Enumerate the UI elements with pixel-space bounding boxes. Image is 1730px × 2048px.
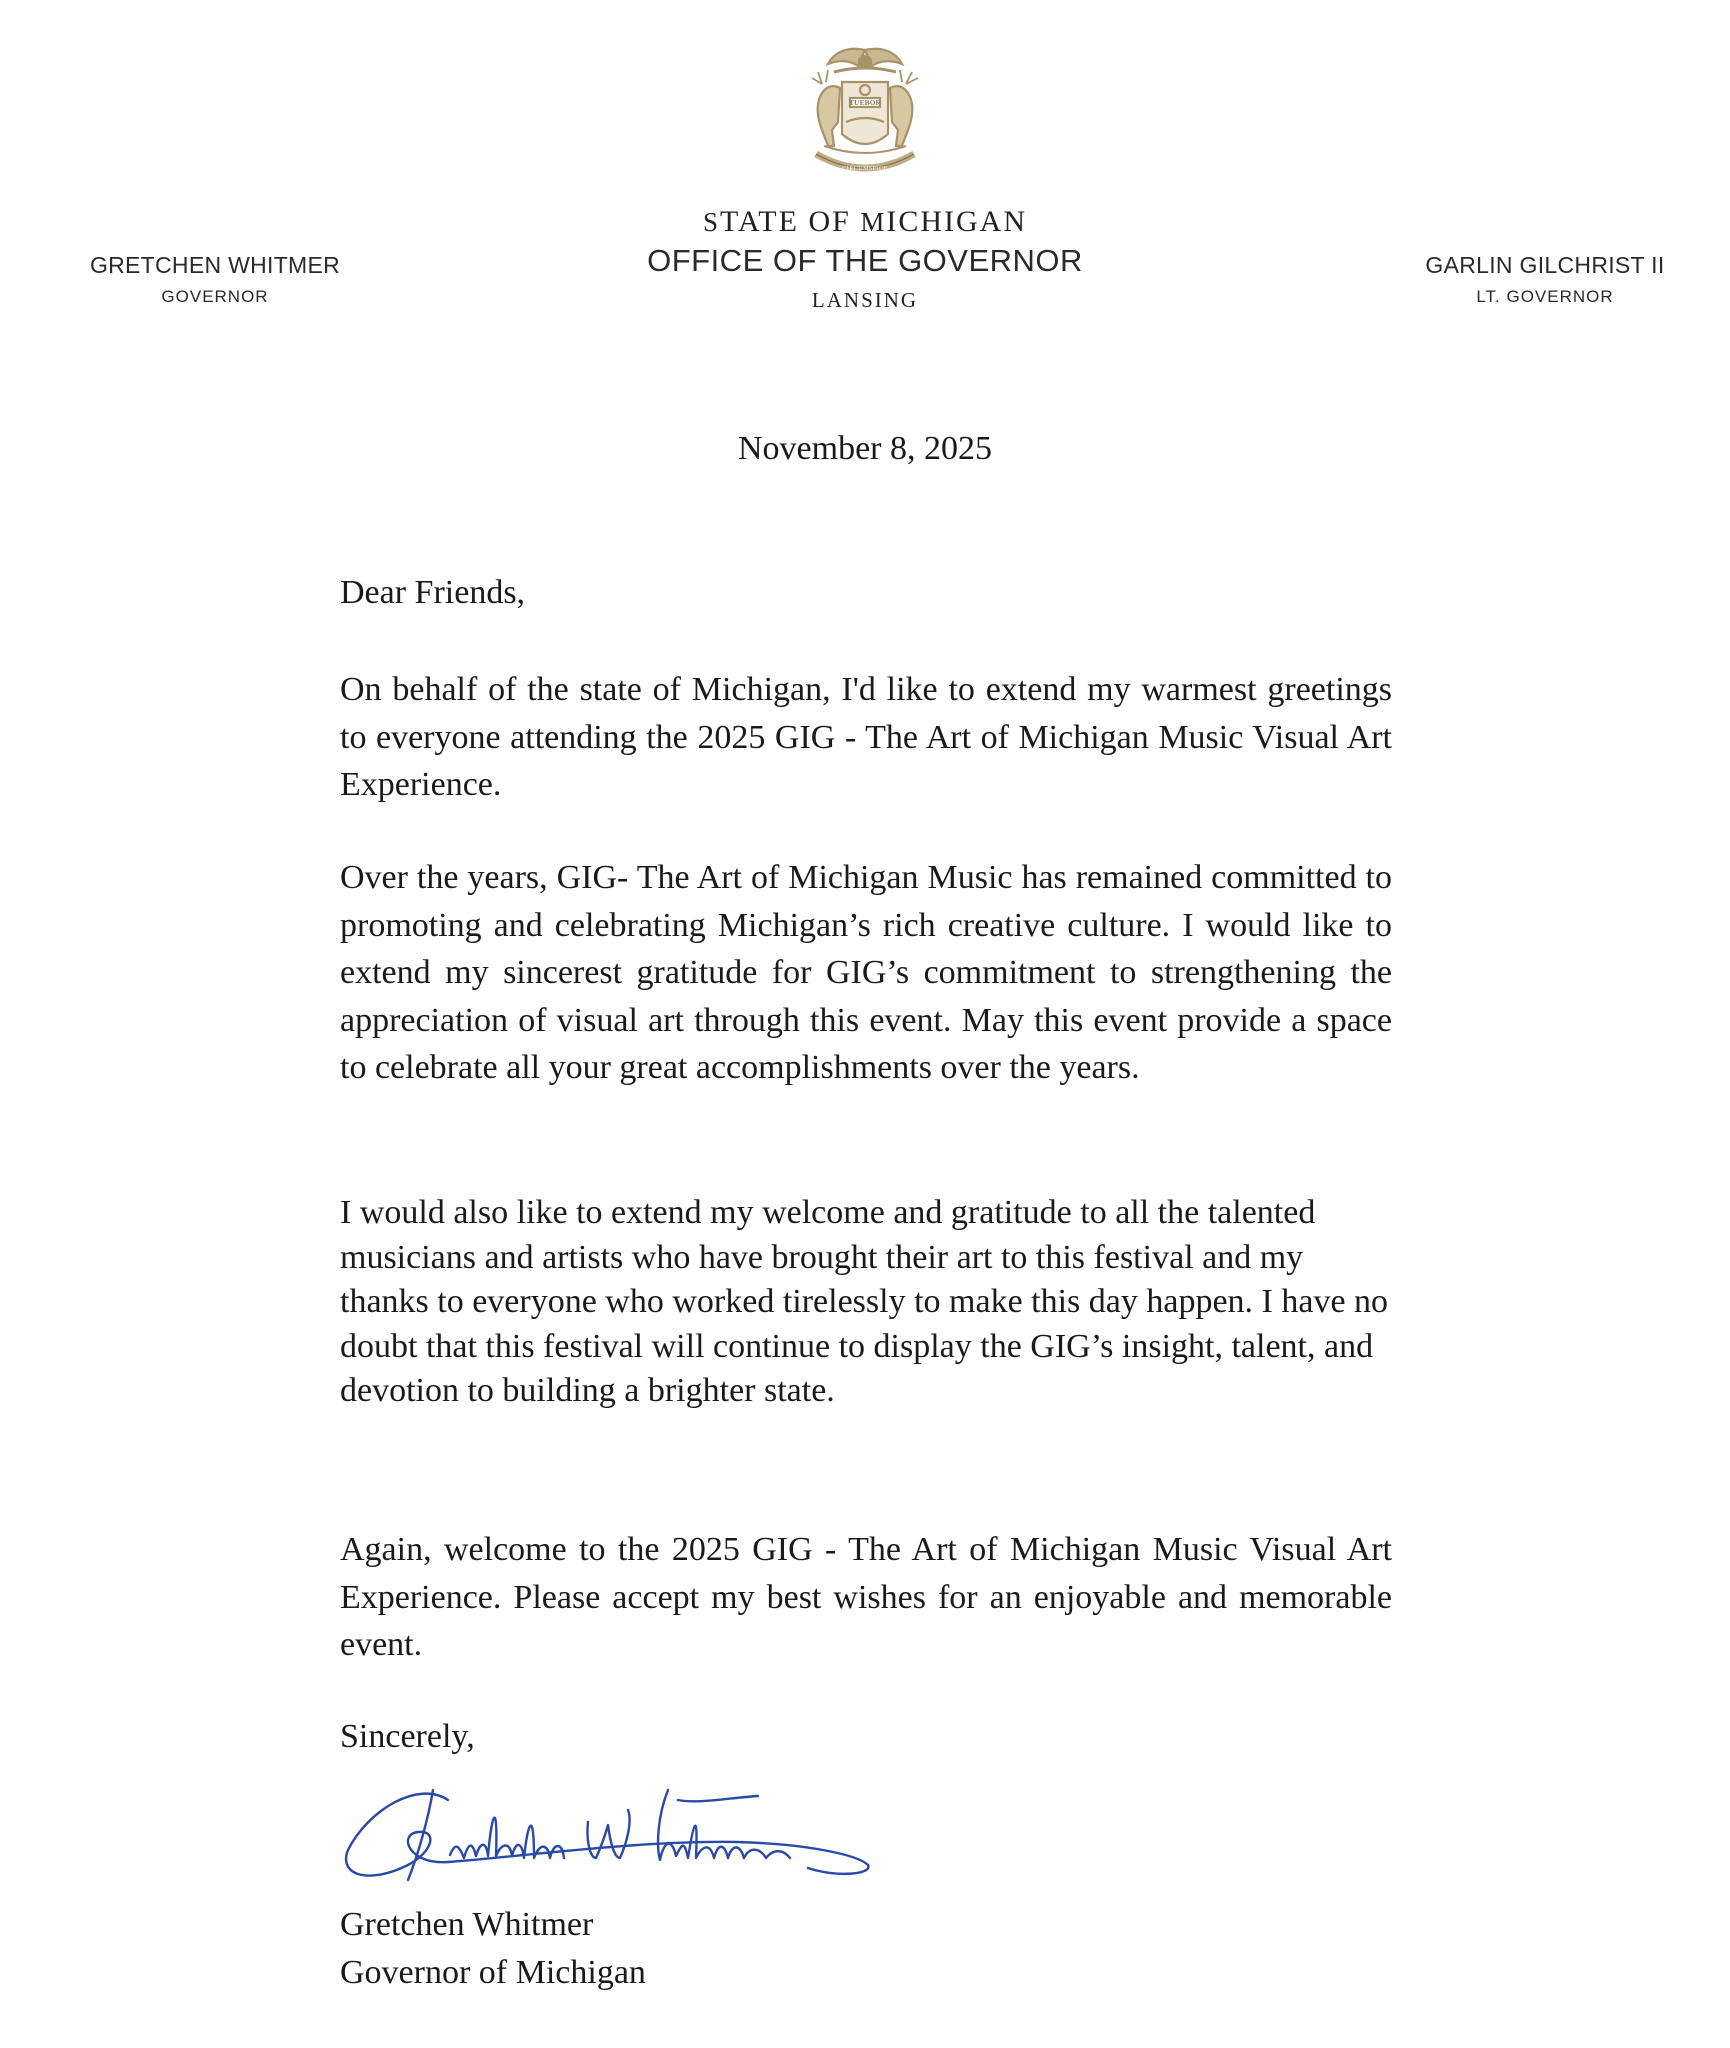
paragraph-2: Over the years, GIG- The Art of Michigan Music has remained committed to promoting and celebrating Michigan’s rich creative culture. I would like to extend my sincerest gratitude for GIG’s commitment to strengthening the appreciation of visual art through this event. May this event provide a space to celebrate all your great accomplishments over the years. [340,859,1392,1086]
lt-governor-block [1400,252,1690,307]
letter-date: November 8, 2025 [737,430,992,467]
state-word-of: TATE OF [720,205,861,238]
office-heading: OFFICE OF THE GOVERNOR [647,243,1083,278]
signature-image [338,1770,898,1900]
lt-governor-title: LT. GOVERNOR [1476,287,1614,306]
seal-ribbon-text: CIRCUMSPICE [842,166,888,172]
paragraph-3: I would also like to extend my welcome and gratitude to all the talented musicians and artists who have brought their art to this festival and my thanks to everyone who worked tirelessly to make this day happen. I have no doubt that this festival will continue to display the GIG’s insight, talent, and devotion to building a brighter state. [340,1194,1389,1409]
governor-name: GRETCHEN WHITMER [89,252,341,278]
state-word-michigan: ICHIGAN [886,205,1027,238]
paragraph-4: Again, welcome to the 2025 GIG - The Art of Michigan Music Visual Art Experience. Please accept my best wishes for an enjoyable and memorable event. [340,1531,1392,1663]
governor-block [60,252,370,307]
governor-title: GOVERNOR [161,287,269,306]
state-initial-s: S [703,207,721,237]
signer-name: Gretchen Whitmer [340,1906,594,1943]
state-initial-m: M [860,207,887,237]
salutation: Dear Friends, [340,574,526,611]
signer-title: Governor of Michigan [340,1954,646,1991]
state-heading [0,205,1730,239]
closing: Sincerely, [340,1718,475,1755]
michigan-seal-icon [798,42,932,190]
city-heading: LANSING [811,288,919,312]
lt-governor-name: GARLIN GILCHRIST II [1425,252,1665,278]
seal-motto: TUEBOR [849,98,881,107]
paragraph-1: On behalf of the state of Michigan, I'd like to extend my warmest greetings to everyone attending the 2025 GIG - The Art of Michigan Music Visual Art Experience. [340,671,1392,803]
